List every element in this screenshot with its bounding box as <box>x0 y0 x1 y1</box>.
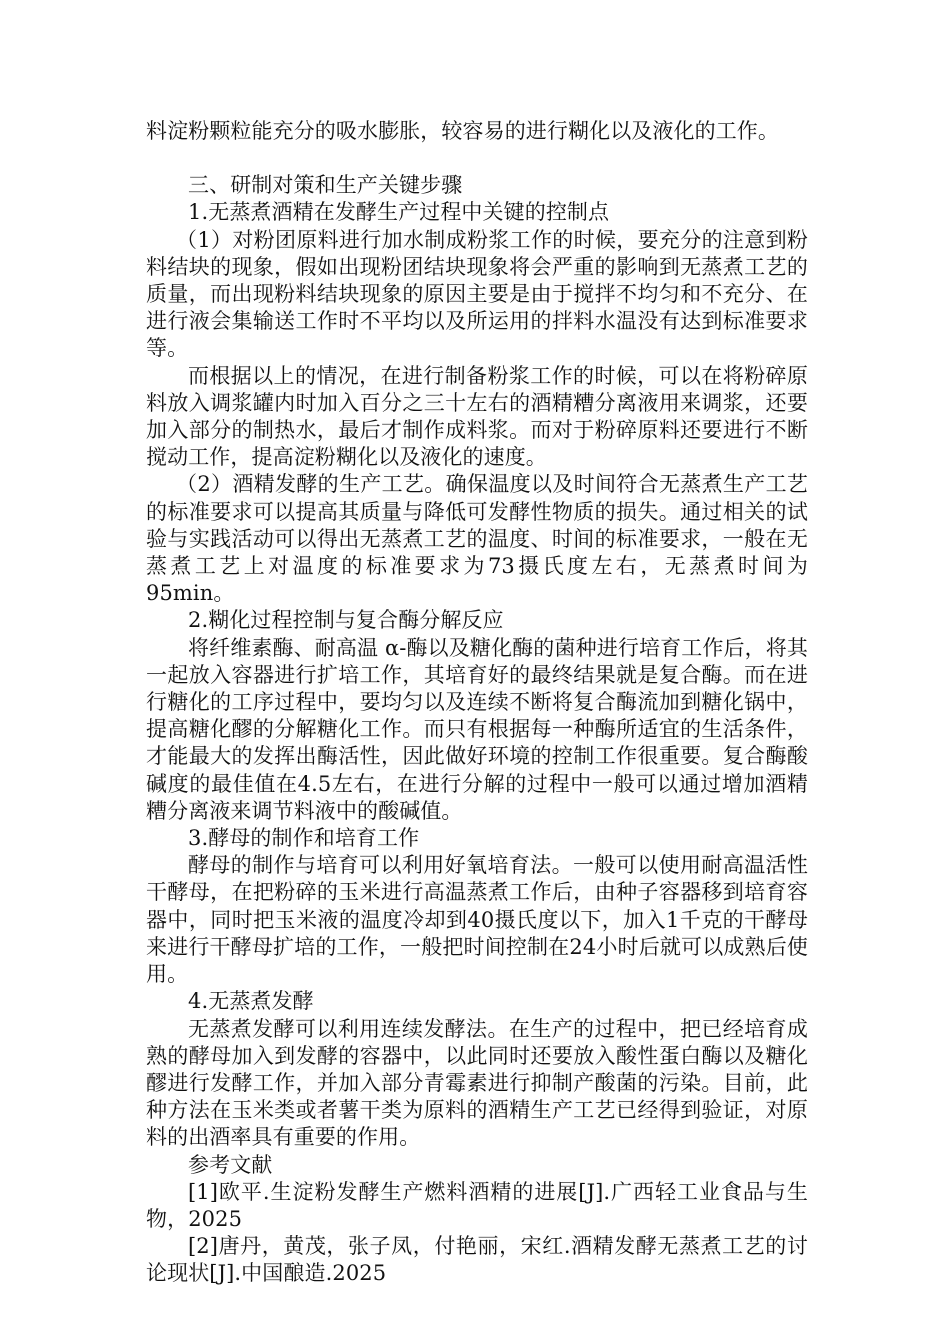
references-heading: 参考文献 <box>188 1152 273 1177</box>
paragraph-3: 酵母的制作与培育可以利用好氧培育法。一般可以使用耐高温活性干酵母，在把粉碎的玉米进行高温蒸煮工作后，由种子容器移到培育容器中，同时把玉米液的温度冷却到40摄氏度以下，加入1千克的干酵母来进行干酵母扩培的工作，一般把时间控制在24小时后就可以成熟后使用。 <box>146 853 808 987</box>
paragraph-4: 无蒸煮发酵可以利用连续发酵法。在生产的过程中，把已经培育成熟的酵母加入到发酵的容器中，以此同时还要放入酸性蛋白酶以及糖化醪进行发酵工作，并加入部分青霉素进行抑制产酸菌的污染。目前，此种方法在玉米类或者薯干类为原料的酒精生产工艺已经得到验证，对原料的出酒率具有重要的作用。 <box>146 1016 808 1150</box>
reference-item-2: [2]唐丹，黄茂，张子凤，付艳丽，宋红.酒精发酵无蒸煮工艺的讨论现状[J].中国酿造.2025 <box>146 1234 808 1286</box>
reference-item-1: [1]欧平.生淀粉发酵生产燃料酒精的进展[J].广西轻工业食品与生物，2025 <box>146 1179 808 1231</box>
paragraph-1-1: （1）对粉团原料进行加水制成粉浆工作的时候，要充分的注意到粉料结块的现象，假如出现粉团结块现象将会严重的影响到无蒸煮工艺的质量，而出现粉料结块现象的原因主要是由于搅拌不均匀和不充分、在进行液会集输送工作时不平均以及所运用的拌料水温没有达到标准要求等。 <box>146 227 808 361</box>
paragraph-continuation: 料淀粉颗粒能充分的吸水膨胀，较容易的进行糊化以及液化的工作。 <box>146 119 779 143</box>
paragraph-1-2: 而根据以上的情况，在进行制备粉浆工作的时候，可以在将粉碎原料放入调浆罐内时加入百分之三十左右的酒精糟分离液用来调浆，还要加入部分的制热水，最后才制作成料浆。而对于粉碎原料还要进行不断搅动工作，提高淀粉糊化以及液化的速度。 <box>146 363 808 470</box>
subsection-heading-2: 2.糊化过程控制与复合酶分解反应 <box>188 608 504 633</box>
subsection-heading-3: 3.酵母的制作和培育工作 <box>188 826 420 851</box>
subsection-heading-1: 1.无蒸煮酒精在发酵生产过程中关键的控制点 <box>188 200 610 225</box>
section-heading: 三、研制对策和生产关键步骤 <box>188 173 463 198</box>
paragraph-1-3: （2）酒精发酵的生产工艺。确保温度以及时间符合无蒸煮生产工艺的标准要求可以提高其质量与降低可发酵性物质的损失。通过相关的试验与实践活动可以得出无蒸煮工艺的温度、时间的标准要求，一般在无蒸煮工艺上对温度的标准要求为73摄氏度左右，无蒸煮时间为95min。 <box>146 472 808 606</box>
paragraph-2: 将纤维素酶、耐高温 α-酶以及糖化酶的菌种进行培育工作后，将其一起放入容器进行扩培工作，其培育好的最终结果就是复合酶。而在进行糖化的工序过程中，要均匀以及连续不断将复合酶流加到糖化锅中，提高糖化醪的分解糖化工作。而只有根据每一种酶所适宜的生活条件，才能最大的发挥出酶活性，因此做好环境的控制工作很重要。复合酶酸碱度的最佳值在4.5左右，在进行分解的过程中一般可以通过增加酒精糟分离液来调节料液中的酸碱值。 <box>146 635 808 823</box>
document-body <box>146 118 808 1288</box>
subsection-heading-4: 4.无蒸煮发酵 <box>188 989 314 1014</box>
